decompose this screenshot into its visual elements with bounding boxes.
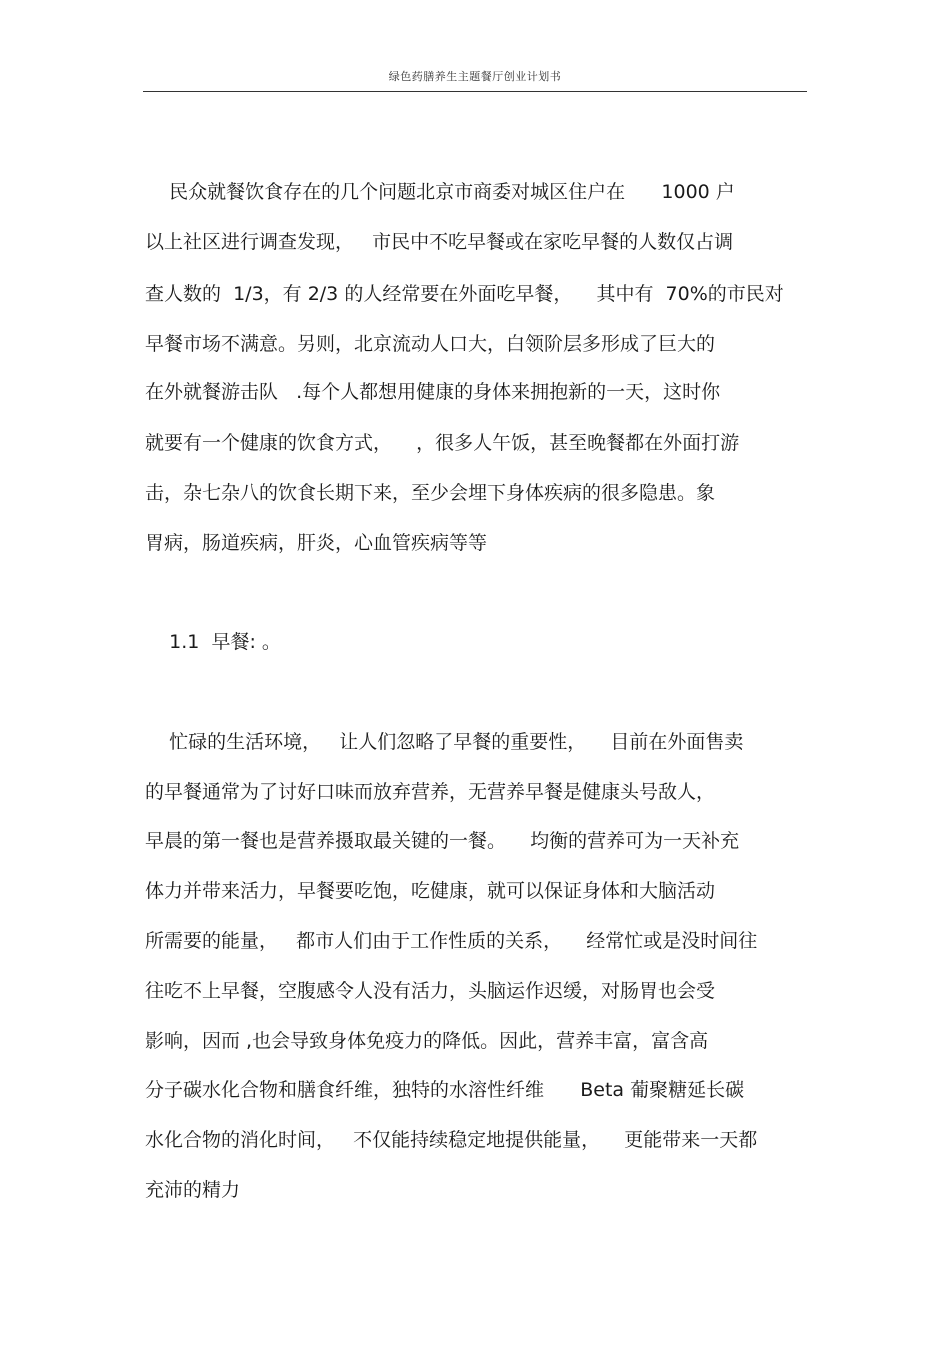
page-header-title: 绿色药膳养生主题餐厅创业计划书	[388, 70, 562, 83]
section-heading: 1.1 早餐: 。	[145, 631, 281, 653]
text-line: 水化合物的消化时间， 不仅能持续稳定地提供能量， 更能带来一天都	[145, 1129, 758, 1151]
text-line: 就要有一个健康的饮食方式， ，很多人午饭，甚至晚餐都在外面打游	[145, 432, 740, 454]
text-line: 所需要的能量， 都市人们由于工作性质的关系， 经常忙或是没时间往	[145, 930, 758, 952]
text-line: 民众就餐饮食存在的几个问题北京市商委对城区住户在 1000 户	[145, 181, 735, 203]
text-line: 早晨的第一餐也是营养摄取最关键的一餐。 均衡的营养可为一天补充	[145, 830, 740, 852]
text-line: 充沛的精力	[145, 1179, 241, 1201]
text-line: 胃病，肠道疾病，肝炎，心血管疾病等等	[145, 532, 488, 554]
text-line: 的早餐通常为了讨好口味而放弃营养，无营养早餐是健康头号敌人，	[145, 781, 716, 803]
text-line: 体力并带来活力，早餐要吃饱，吃健康，就可以保证身体和大脑活动	[145, 880, 716, 902]
text-line: 分子碳水化合物和膳食纤维，独特的水溶性纤维 Beta 葡聚糖延长碳	[145, 1079, 745, 1101]
text-line: 往吃不上早餐，空腹感令人没有活力，头脑运作迟缓，对肠胃也会受	[145, 980, 716, 1002]
text-line: 忙碌的生活环境， 让人们忽略了早餐的重要性， 目前在外面售卖	[145, 731, 744, 753]
text-line: 在外就餐游击队 .每个人都想用健康的身体来拥抱新的一天，这时你	[145, 381, 721, 403]
text-line: 影响，因而 ,也会导致身体免疫力的降低。因此，营养丰富，富含高	[145, 1030, 709, 1052]
text-line: 查人数的 1/3，有 2/3 的人经常要在外面吃早餐， 其中有 70%的市民对	[145, 283, 784, 305]
text-line: 以上社区进行调查发现， 市民中不吃早餐或在家吃早餐的人数仅占调	[145, 231, 734, 253]
text-line: 击，杂七杂八的饮食长期下来，至少会埋下身体疾病的很多隐患。象	[145, 482, 716, 504]
header-divider	[143, 91, 807, 92]
text-line: 早餐市场不满意。另则，北京流动人口大，白领阶层多形成了巨大的	[145, 333, 716, 355]
